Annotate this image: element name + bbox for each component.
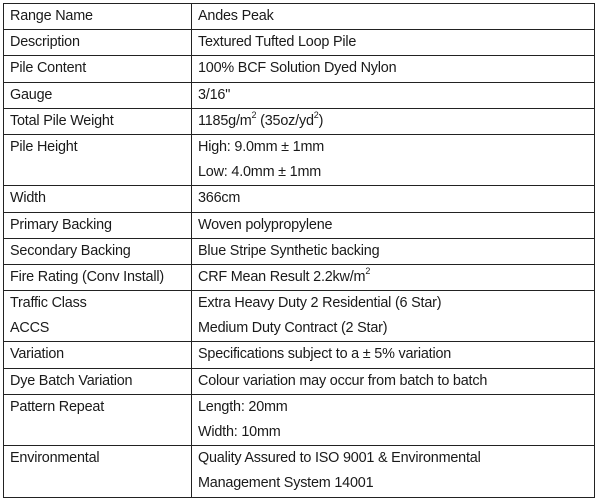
spec-value: Woven polypropylene bbox=[198, 216, 333, 233]
specification-table-body bbox=[4, 4, 595, 498]
spec-label: Pattern Repeat bbox=[10, 398, 104, 415]
table-row bbox=[4, 291, 595, 342]
table-row bbox=[4, 82, 595, 108]
table-row bbox=[4, 186, 595, 212]
spec-label: ACCS bbox=[10, 320, 50, 337]
spec-value-cell bbox=[192, 30, 595, 56]
spec-label: Pile Content bbox=[10, 60, 86, 77]
spec-value-cell bbox=[192, 82, 595, 108]
spec-value: Textured Tufted Loop Pile bbox=[198, 34, 357, 51]
spec-value: Low: 4.0mm ± 1mm bbox=[198, 164, 322, 181]
spec-value-cell bbox=[192, 212, 595, 238]
spec-value: Colour variation may occur from batch to batch bbox=[198, 372, 488, 389]
spec-value: 366cm bbox=[198, 190, 241, 207]
spec-label-cell bbox=[4, 30, 192, 56]
spec-value-cell bbox=[192, 368, 595, 394]
specification-table bbox=[3, 3, 595, 498]
table-row bbox=[4, 134, 595, 185]
spec-label: Width bbox=[10, 190, 46, 207]
spec-value: Width: 10mm bbox=[198, 424, 281, 440]
table-row bbox=[4, 368, 595, 394]
spec-value: Andes Peak bbox=[198, 8, 274, 24]
spec-label-cell bbox=[4, 186, 192, 212]
spec-value-cell bbox=[192, 108, 595, 134]
spec-label-cell bbox=[4, 368, 192, 394]
spec-value-cell bbox=[192, 134, 595, 185]
spec-value: Quality Assured to ISO 9001 & Environmental bbox=[198, 450, 481, 467]
spec-label: Pile Height bbox=[10, 138, 78, 155]
spec-label-cell bbox=[4, 4, 192, 30]
table-row bbox=[4, 4, 595, 30]
spec-label: Gauge bbox=[10, 86, 53, 103]
spec-value: Length: 20mm bbox=[198, 398, 288, 415]
spec-label-cell bbox=[4, 446, 192, 497]
table-row bbox=[4, 394, 595, 445]
table-row bbox=[4, 342, 595, 368]
spec-label-cell bbox=[4, 134, 192, 185]
spec-label-cell bbox=[4, 342, 192, 368]
spec-value: 100% BCF Solution Dyed Nylon bbox=[198, 60, 397, 77]
spec-value-cell bbox=[192, 56, 595, 82]
spec-value: $1185g/m^2$ $(35oz/yd^2)$ bbox=[198, 109, 324, 129]
spec-label-cell bbox=[4, 264, 192, 290]
spec-value: Blue Stripe Synthetic backing bbox=[198, 242, 380, 259]
spec-value: 3/16" bbox=[198, 86, 231, 103]
spec-value: Management System 14001 bbox=[198, 475, 374, 492]
spec-label: Dye Batch Variation bbox=[10, 372, 133, 389]
spec-value-cell bbox=[192, 291, 595, 342]
table-row bbox=[4, 30, 595, 56]
spec-label: Description bbox=[10, 34, 80, 51]
spec-label-cell bbox=[4, 212, 192, 238]
table-row bbox=[4, 212, 595, 238]
spec-label: Traffic Class bbox=[10, 295, 87, 312]
spec-value: High: 9.0mm ± 1mm bbox=[198, 138, 325, 155]
spec-value-cell bbox=[192, 4, 595, 30]
spec-value-cell bbox=[192, 342, 595, 368]
spec-label: Environmental bbox=[10, 450, 100, 467]
spec-value-cell bbox=[192, 264, 595, 290]
spec-label: Primary Backing bbox=[10, 216, 112, 233]
spec-label-cell bbox=[4, 238, 192, 264]
table-row bbox=[4, 446, 595, 497]
spec-label-cell bbox=[4, 82, 192, 108]
table-row bbox=[4, 108, 595, 134]
spec-value-cell bbox=[192, 238, 595, 264]
spec-value-cell bbox=[192, 186, 595, 212]
spec-value: Specifications subject to a ± 5% variation bbox=[198, 346, 452, 363]
table-row bbox=[4, 238, 595, 264]
spec-value: Medium Duty Contract (2 Star) bbox=[198, 320, 388, 337]
spec-label: Secondary Backing bbox=[10, 242, 131, 259]
spec-label-cell bbox=[4, 394, 192, 445]
spec-value-cell bbox=[192, 446, 595, 497]
spec-label: Fire Rating (Conv Install) bbox=[10, 268, 164, 285]
spec-label: Range Name bbox=[10, 8, 93, 24]
spec-label: Variation bbox=[10, 346, 64, 363]
table-row bbox=[4, 56, 595, 82]
spec-label-cell bbox=[4, 56, 192, 82]
table-row bbox=[4, 264, 595, 290]
spec-value: CRF Mean Result $2.2kw/m^2$ bbox=[198, 266, 371, 285]
spec-value-cell bbox=[192, 394, 595, 445]
spec-label: Total Pile Weight bbox=[10, 112, 114, 129]
spec-label-cell bbox=[4, 291, 192, 342]
spec-label-cell bbox=[4, 108, 192, 134]
spec-value: Extra Heavy Duty 2 Residential (6 Star) bbox=[198, 295, 442, 312]
